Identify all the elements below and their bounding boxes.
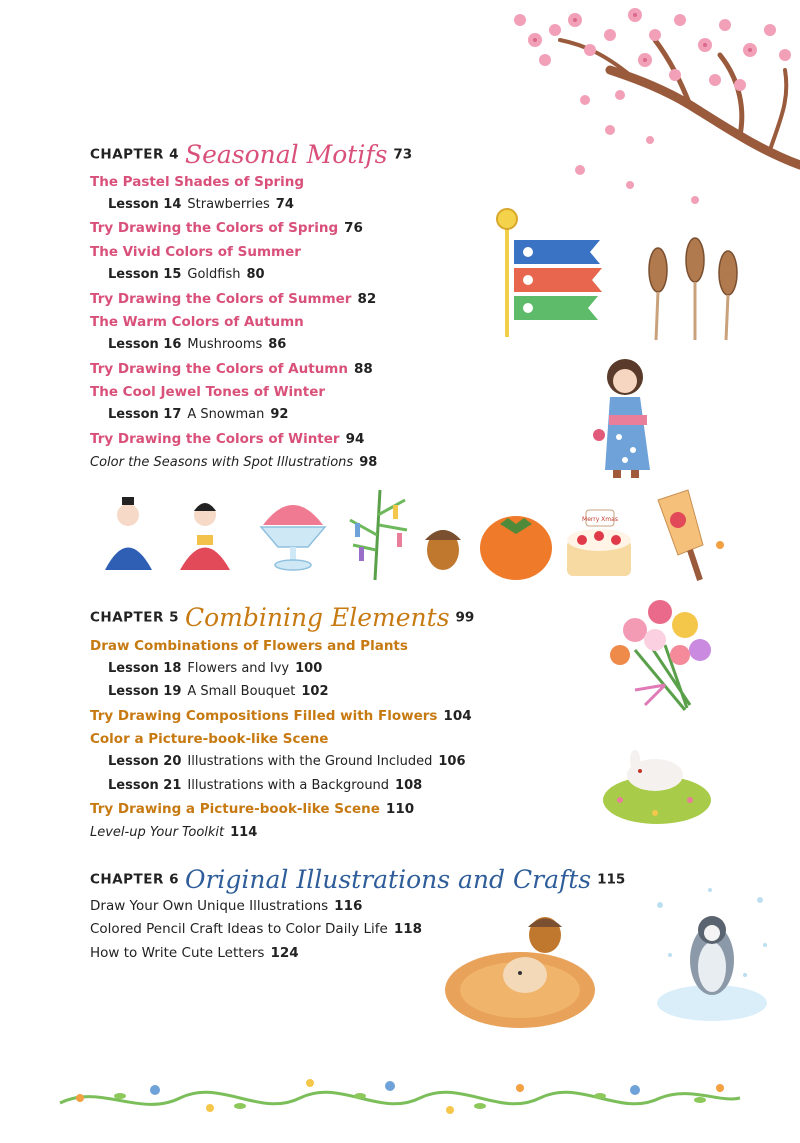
entry-page: 116	[334, 898, 363, 914]
toc-entry[interactable]	[90, 707, 472, 725]
persimmon-icon	[480, 516, 552, 580]
chapter-6-title: Original Illustrations and Crafts	[184, 865, 592, 894]
entry-title: Try Drawing the Colors of Winter	[90, 431, 340, 447]
chapter-5-page: 99	[455, 609, 475, 626]
toc-entry[interactable]	[90, 897, 362, 915]
lesson-title: Strawberries	[187, 197, 270, 212]
lesson-number: Lesson 16	[108, 337, 182, 352]
toc-lesson[interactable]	[108, 336, 286, 354]
toc-entry[interactable]	[90, 290, 376, 308]
entry-page: 92	[270, 407, 289, 422]
entry-page: 82	[357, 291, 377, 307]
toc-entry[interactable]	[90, 313, 304, 331]
entry-title: Try Drawing the Colors of Autumn	[90, 361, 348, 377]
entry-title: Try Drawing the Colors of Spring	[90, 220, 339, 236]
entry-page: 114	[230, 825, 258, 840]
chapter-6-label: CHAPTER 6	[90, 871, 179, 888]
lesson-title: A Snowman	[187, 407, 265, 422]
tanabata-bamboo-icon	[350, 490, 407, 580]
horsetail-shoots-icon	[640, 235, 750, 345]
lesson-title: A Small Bouquet	[187, 684, 296, 699]
lesson-title: Illustrations with a Background	[187, 778, 390, 793]
entry-title: How to Write Cute Letters	[90, 945, 265, 961]
chapter-5-label: CHAPTER 5	[90, 609, 179, 626]
entry-page: 118	[393, 921, 423, 937]
lesson-number: Lesson 15	[108, 267, 182, 282]
entry-title: The Pastel Shades of Spring	[90, 174, 305, 190]
shaved-ice-icon	[261, 505, 325, 570]
lesson-number: Lesson 18	[108, 661, 182, 676]
entry-title: Try Drawing the Colors of Summer	[90, 291, 352, 307]
vine-border-icon	[60, 1068, 740, 1128]
hedgehog-with-acorn-icon	[440, 905, 605, 1030]
chapter-5-heading	[90, 603, 474, 632]
toc-extra[interactable]	[90, 824, 257, 842]
entry-title: Try Drawing a Picture-book-like Scene	[90, 801, 380, 817]
toc-lesson[interactable]	[108, 777, 422, 795]
toc-entry[interactable]	[90, 944, 299, 962]
toc-entry[interactable]	[90, 920, 422, 938]
entry-title: Draw Your Own Unique Illustrations	[90, 898, 329, 914]
entry-page: 108	[395, 778, 423, 793]
lesson-number: Lesson 19	[108, 684, 182, 699]
toc-lesson[interactable]	[108, 406, 288, 424]
toc-entry[interactable]	[90, 173, 304, 191]
toc-lesson[interactable]	[108, 660, 322, 678]
lesson-number: Lesson 17	[108, 407, 182, 422]
entry-title: The Vivid Colors of Summer	[90, 244, 301, 260]
penguin-on-cloud-icon	[650, 885, 775, 1025]
toc-entry[interactable]	[90, 430, 364, 448]
entry-page: 94	[345, 431, 365, 447]
lesson-title: Goldfish	[187, 267, 241, 282]
lesson-number: Lesson 20	[108, 754, 182, 769]
entry-page: 124	[270, 945, 299, 961]
lesson-number: Lesson 14	[108, 197, 182, 212]
rabbit-on-cushion-icon	[600, 745, 715, 825]
lesson-title: Mushrooms	[187, 337, 263, 352]
entry-title: The Cool Jewel Tones of Winter	[90, 384, 326, 400]
chapter-4-heading	[90, 140, 412, 169]
flower-bouquet-icon	[595, 590, 725, 720]
lesson-title: Flowers and Ivy	[187, 661, 290, 676]
toc-extra[interactable]	[90, 454, 377, 472]
toc-lesson[interactable]	[108, 683, 329, 701]
chapter-4-label: CHAPTER 4	[90, 146, 179, 163]
entry-page: 100	[295, 661, 323, 676]
entry-title: Color the Seasons with Spot Illustrations	[90, 455, 354, 470]
chapter-4-page: 73	[393, 146, 413, 163]
acorn-icon	[425, 530, 461, 570]
toc-entry[interactable]	[90, 383, 325, 401]
toc-entry[interactable]	[90, 637, 408, 655]
chapter-4-title: Seasonal Motifs	[184, 140, 388, 169]
entry-title: The Warm Colors of Autumn	[90, 314, 304, 330]
toc-entry[interactable]	[90, 800, 414, 818]
entry-title: Colored Pencil Craft Ideas to Color Daily Life	[90, 921, 388, 937]
entry-page: 104	[443, 708, 472, 724]
entry-page: 98	[359, 455, 378, 470]
entry-title: Draw Combinations of Flowers and Plants	[90, 638, 408, 654]
hina-doll-empress-icon	[180, 503, 230, 570]
toc-entry[interactable]	[90, 360, 373, 378]
hagoita-paddle-icon	[658, 490, 724, 580]
lesson-title: Illustrations with the Ground Included	[187, 754, 433, 769]
christmas-cake-icon	[567, 510, 631, 576]
cherry-blossom-branch-icon	[440, 0, 800, 210]
entry-page: 110	[385, 801, 415, 817]
chapter-5-title: Combining Elements	[184, 603, 450, 632]
toc-lesson[interactable]	[108, 266, 265, 284]
entry-page: 80	[246, 267, 265, 282]
toc-entry[interactable]	[90, 730, 328, 748]
entry-page: 102	[301, 684, 329, 699]
entry-title: Color a Picture-book-like Scene	[90, 731, 329, 747]
svg-text:Merry Xmas: Merry Xmas	[582, 516, 618, 523]
lesson-number: Lesson 21	[108, 778, 182, 793]
entry-page: 76	[344, 220, 363, 236]
hina-doll-emperor-icon	[105, 497, 152, 570]
entry-title: Level-up Your Toolkit	[90, 825, 225, 840]
koinobori-carp-streamers-icon	[490, 205, 615, 340]
toc-lesson[interactable]	[108, 753, 466, 771]
toc-lesson[interactable]	[108, 196, 294, 214]
chapter-6-heading	[90, 865, 625, 894]
toc-entry[interactable]	[90, 243, 301, 261]
seasonal-illustration-row	[100, 485, 725, 585]
toc-entry[interactable]	[90, 219, 363, 237]
entry-title: Try Drawing Compositions Filled with Flowers	[90, 708, 438, 724]
girl-in-yukata-icon	[585, 355, 670, 480]
entry-page: 86	[268, 337, 287, 352]
entry-page: 88	[353, 361, 373, 377]
chapter-6-page: 115	[597, 871, 626, 888]
entry-page: 74	[275, 197, 294, 212]
entry-page: 106	[438, 754, 466, 769]
